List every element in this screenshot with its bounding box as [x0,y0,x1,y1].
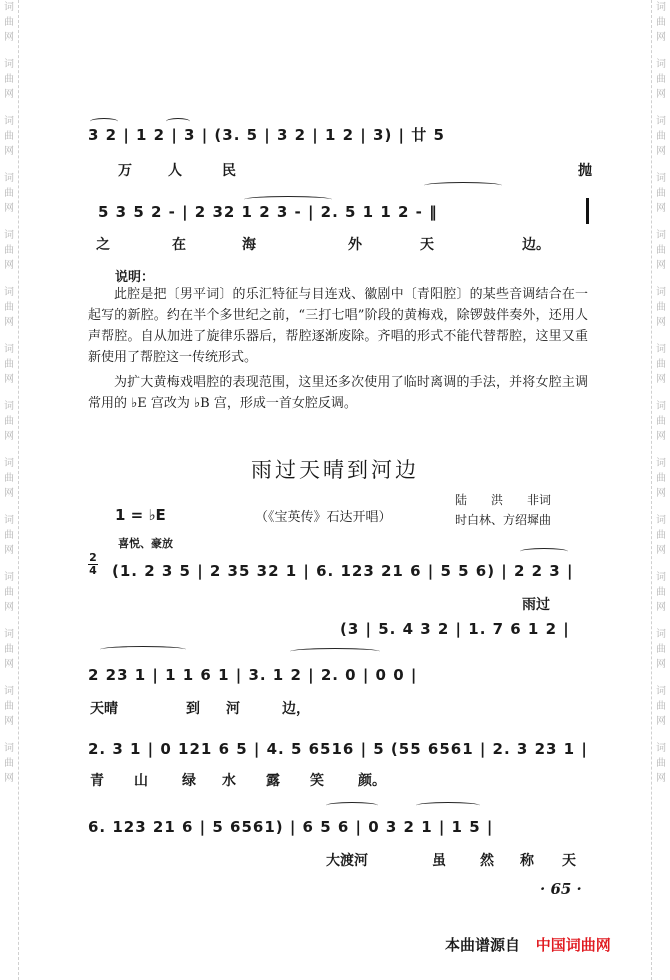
lyric: 到 [186,701,200,717]
song-score-row-3: 2 23 1 | 1 1 6 1 | 3. 1 2 | 2. 0 | 0 0 | [88,666,418,684]
watermark-text: 词曲网 [4,287,14,328]
watermark-text: 词曲网 [4,458,14,499]
watermark-text: 词曲网 [4,230,14,271]
slur [416,802,480,809]
lyric: 河 [226,701,240,717]
lyric: 雨过 [522,597,550,613]
right-watermark-column [654,0,668,980]
watermark-text: 词曲网 [656,458,666,499]
song-credits [455,490,551,530]
watermark-text: 词曲网 [656,401,666,442]
song-score-row-2: (3 | 5. 4 3 2 | 1. 7 6 1 2 | [340,620,570,638]
watermark-text: 词曲网 [4,686,14,727]
song-score-row-1: (1. 2 3 5 | 2 35 32 1 | 6. 123 21 6 | 5 5 6) | 2 2 3 | [112,562,574,580]
slur [90,118,118,125]
tempo-marking: 喜悦、豪放 [118,537,173,550]
lyricist-credit: 陆 洪 非词 [455,493,552,507]
watermark-text: 词曲网 [4,629,14,670]
watermark-text: 词曲网 [4,173,14,214]
watermark-text: 词曲网 [4,344,14,385]
watermark-text: 词曲网 [656,59,666,100]
lyric: 绿 [182,773,196,789]
lyric: 天 [562,853,576,869]
lyric: 外 [348,237,362,253]
lyric: 海 [242,237,256,253]
final-barline [586,198,589,224]
slur [290,648,380,655]
lyric: 水 [222,773,236,789]
right-edge-line [651,0,652,980]
slur [166,118,190,125]
slur [244,196,332,203]
lyric: 万 [118,163,132,179]
lyric: 天晴 [90,701,118,717]
watermark-text: 词曲网 [656,344,666,385]
lyric: 称 [520,853,534,869]
watermark-text: 词曲网 [4,743,14,784]
slur [326,802,378,809]
lyric: 抛 [578,163,592,179]
song-score-row-4: 2. 3 1 | 0 121 6 5 | 4. 5 6516 | 5 (55 6561 | 2. 3 23 1 | [88,740,588,758]
watermark-text: 词曲网 [656,116,666,157]
time-signature: 2 4 [89,551,97,577]
page-number: · 65 · [540,880,582,898]
lyric: 笑 [310,773,324,789]
watermark-text: 词曲网 [656,230,666,271]
notes-paragraph-1: 此腔是把〔男平词〕的乐汇特征与目连戏、徽剧中〔青阳腔〕的某些音调结合在一起写的新腔。约在半个多世纪之前，“三打七唱”阶段的黄梅戏，除锣鼓伴奏外，还用人声帮腔。自从加进了旋律乐器后，帮腔逐渐废除。齐唱的形式不能代替帮腔，这里又重新使用了帮腔这一传统形式。 [88,287,588,365]
source-site-link[interactable]: 中国词曲网 [535,936,611,954]
watermark-text: 词曲网 [656,173,666,214]
composer-credit: 时白林、方绍墀曲 [455,513,552,527]
watermark-text: 词曲网 [656,686,666,727]
source-prefix: 本曲谱源自 [445,936,521,954]
lyric: 人 [168,163,182,179]
lyric: 颜。 [358,773,386,789]
watermark-text: 词曲网 [4,401,14,442]
key-signature: 1 = ♭E [115,506,166,524]
slur [100,646,186,653]
lyric: 然 [480,853,494,869]
lyric: 大渡河 [326,853,368,869]
lyric: 民 [222,163,236,179]
lyric: 之 [96,237,110,253]
song-score-row-5: 6. 123 21 6 | 5 6561) | 6 5 6 | 0 3 2 1 | 1 5 | [88,818,494,836]
lyric: 山 [134,773,148,789]
top-score-row-2: 5 3 5 2 - | 2 32 1 2 3 - | 2. 5 1 1 2 - ‖ [98,203,438,221]
lyric: 边， [282,701,310,717]
watermark-text: 词曲网 [656,572,666,613]
watermark-text: 词曲网 [656,743,666,784]
notes-heading: 说明： [115,270,155,285]
left-edge-line [18,0,19,980]
watermark-text: 词曲网 [656,515,666,556]
watermark-text: 词曲网 [656,287,666,328]
watermark-text: 词曲网 [4,2,14,43]
slur [424,182,502,189]
source-credit [445,934,611,955]
left-watermark-column [2,0,16,980]
notes-paragraph-2: 为扩大黄梅戏唱腔的表现范围，这里还多次使用了临时离调的手法，并将女腔主调常用的 ♭E 宫改为 ♭B 宫，形成一首女腔反调。 [88,375,588,411]
watermark-text: 词曲网 [4,572,14,613]
lyric: 边。 [522,237,550,253]
lyric: 在 [172,237,186,253]
watermark-text: 词曲网 [656,629,666,670]
watermark-text: 词曲网 [4,515,14,556]
top-score-row-1: 3 2 | 1 2 | 3 | (3. 5 | 3 2 | 1 2 | 3) | 廿 5 [88,126,445,144]
lyric: 虽 [432,853,446,869]
slur [520,548,568,555]
lyric: 露 [266,773,280,789]
lyric: 青 [90,773,104,789]
watermark-text: 词曲网 [656,2,666,43]
song-title: 雨过天晴到河边 [251,458,419,482]
watermark-text: 词曲网 [4,116,14,157]
lyric: 天 [420,237,434,253]
song-subtitle: （《宝英传》石达开唱） [255,510,392,525]
watermark-text: 词曲网 [4,59,14,100]
